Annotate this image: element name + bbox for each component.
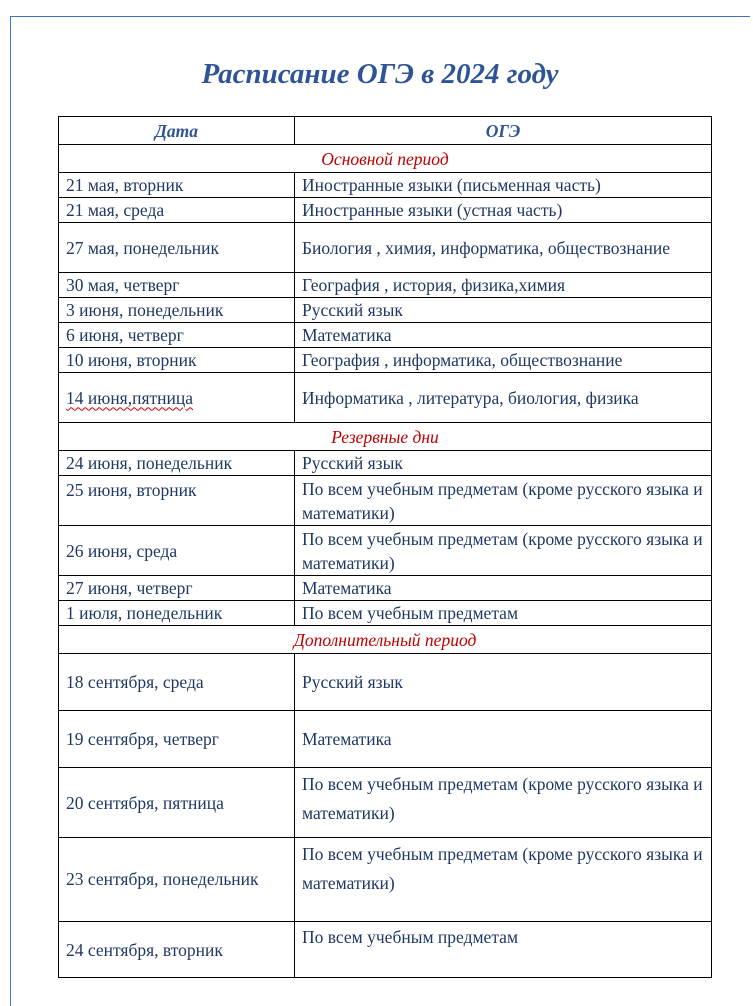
exam-cell: По всем учебным предметам (кроме русского языка и математики): [295, 838, 712, 922]
section-row: [59, 626, 712, 654]
date-cell: 23 сентября, понедельник: [59, 838, 295, 922]
exam-cell: Иностранные языки (устная часть): [295, 198, 712, 223]
date-cell: 27 мая, понедельник: [59, 223, 295, 273]
schedule-table: [58, 116, 712, 978]
date-cell: 21 мая, среда: [59, 198, 295, 223]
table-row: [59, 838, 712, 922]
table-row: [59, 922, 712, 978]
table-row: [59, 223, 712, 273]
date-cell: 25 июня, вторник: [59, 476, 295, 526]
table-row: [59, 601, 712, 626]
table-row: [59, 173, 712, 198]
date-cell: 6 июня, четверг: [59, 323, 295, 348]
date-cell: 21 мая, вторник: [59, 173, 295, 198]
page-title: Расписание ОГЭ в 2024 году: [201, 58, 559, 90]
section-row: [59, 423, 712, 451]
date-cell: 19 сентября, четверг: [59, 711, 295, 768]
exam-cell: По всем учебным предметам (кроме русского языка и математики): [295, 768, 712, 838]
exam-cell: По всем учебным предметам (кроме русского языка и математики): [295, 526, 712, 576]
date-cell: 26 июня, среда: [59, 526, 295, 576]
table-row: [59, 654, 712, 711]
exam-cell: География , история, физика,химия: [295, 273, 712, 298]
exam-cell: Информатика , литература, биология, физика: [295, 373, 712, 423]
date-cell: 24 июня, понедельник: [59, 451, 295, 476]
exam-cell: Русский язык: [295, 654, 712, 711]
exam-cell: Иностранные языки (письменная часть): [295, 173, 712, 198]
table-row: [59, 476, 712, 526]
section-row: [59, 145, 712, 173]
table-row: [59, 451, 712, 476]
exam-cell: Математика: [295, 576, 712, 601]
exam-cell: По всем учебным предметам: [295, 922, 712, 978]
date-cell: 10 июня, вторник: [59, 348, 295, 373]
exam-cell: География , информатика, обществознание: [295, 348, 712, 373]
date-cell: 3 июня, понедельник: [59, 298, 295, 323]
exam-cell: Русский язык: [295, 298, 712, 323]
header-row: [59, 117, 712, 145]
date-cell: 20 сентября, пятница: [59, 768, 295, 838]
table-row: [59, 323, 712, 348]
column-header-exam: ОГЭ: [295, 117, 712, 145]
table-row: [59, 768, 712, 838]
date-cell: 24 сентября, вторник: [59, 922, 295, 978]
table-row: [59, 273, 712, 298]
section-title-reserve: Резервные дни: [59, 423, 712, 451]
exam-cell: Русский язык: [295, 451, 712, 476]
section-title-main: Основной период: [59, 145, 712, 173]
table-row: [59, 298, 712, 323]
exam-cell: По всем учебным предметам (кроме русского языка и математики): [295, 476, 712, 526]
date-cell: 1 июля, понедельник: [59, 601, 295, 626]
exam-cell: Биология , химия, информатика, обществознание: [295, 223, 712, 273]
date-cell: 30 мая, четверг: [59, 273, 295, 298]
section-title-additional: Дополнительный период: [59, 626, 712, 654]
date-cell: [59, 373, 295, 423]
exam-cell: Математика: [295, 323, 712, 348]
table-row: [59, 576, 712, 601]
table-row: [59, 526, 712, 576]
table-row: [59, 198, 712, 223]
table-row: [59, 711, 712, 768]
date-cell: 27 июня, четверг: [59, 576, 295, 601]
date-cell: 18 сентября, среда: [59, 654, 295, 711]
column-header-date: Дата: [59, 117, 295, 145]
exam-cell: По всем учебным предметам: [295, 601, 712, 626]
exam-cell: Математика: [295, 711, 712, 768]
table-row: [59, 373, 712, 423]
date-text: 14 июня,пятница: [66, 387, 194, 408]
table-row: [59, 348, 712, 373]
